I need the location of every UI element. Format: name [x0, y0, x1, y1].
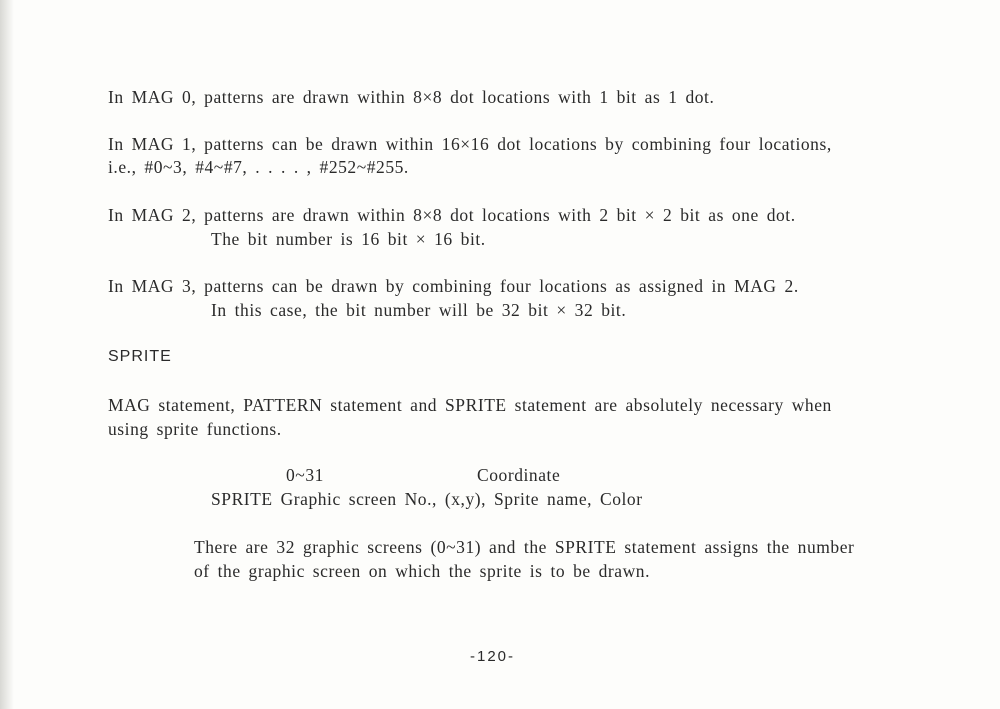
section-heading-sprite: SPRITE — [108, 348, 172, 365]
syntax-coordinate-label: Coordinate — [477, 465, 561, 485]
page-number: -120- — [470, 648, 516, 665]
syntax-statement: SPRITE Graphic screen No., (x,y), Sprite name, Color — [211, 489, 643, 509]
mag3-paragraph-line1: In MAG 3, patterns can be drawn by combining four locations as assigned in MAG 2. — [108, 276, 799, 296]
mag3-paragraph-line2: In this case, the bit number will be 32 bit × 32 bit. — [211, 300, 627, 320]
mag2-paragraph-line2: The bit number is 16 bit × 16 bit. — [211, 229, 486, 249]
mag1-paragraph-line2: i.e., #0~3, #4~#7, . . . . , #252~#255. — [108, 157, 409, 177]
sprite-intro-line1: MAG statement, PATTERN statement and SPRITE statement are absolutely necessary when — [108, 395, 832, 415]
explanation-line2: of the graphic screen on which the sprite is to be drawn. — [194, 561, 651, 581]
page-edge-shadow — [0, 0, 14, 709]
mag1-paragraph-line1: In MAG 1, patterns can be drawn within 16×16 dot locations by combining four locations, — [108, 134, 832, 154]
syntax-range-label: 0~31 — [286, 465, 324, 485]
explanation-line1: There are 32 graphic screens (0~31) and the SPRITE statement assigns the number — [194, 537, 855, 557]
mag2-paragraph-line1: In MAG 2, patterns are drawn within 8×8 dot locations with 2 bit × 2 bit as one dot. — [108, 205, 796, 225]
mag0-paragraph: In MAG 0, patterns are drawn within 8×8 dot locations with 1 bit as 1 dot. — [108, 87, 715, 107]
sprite-intro-line2: using sprite functions. — [108, 419, 282, 439]
